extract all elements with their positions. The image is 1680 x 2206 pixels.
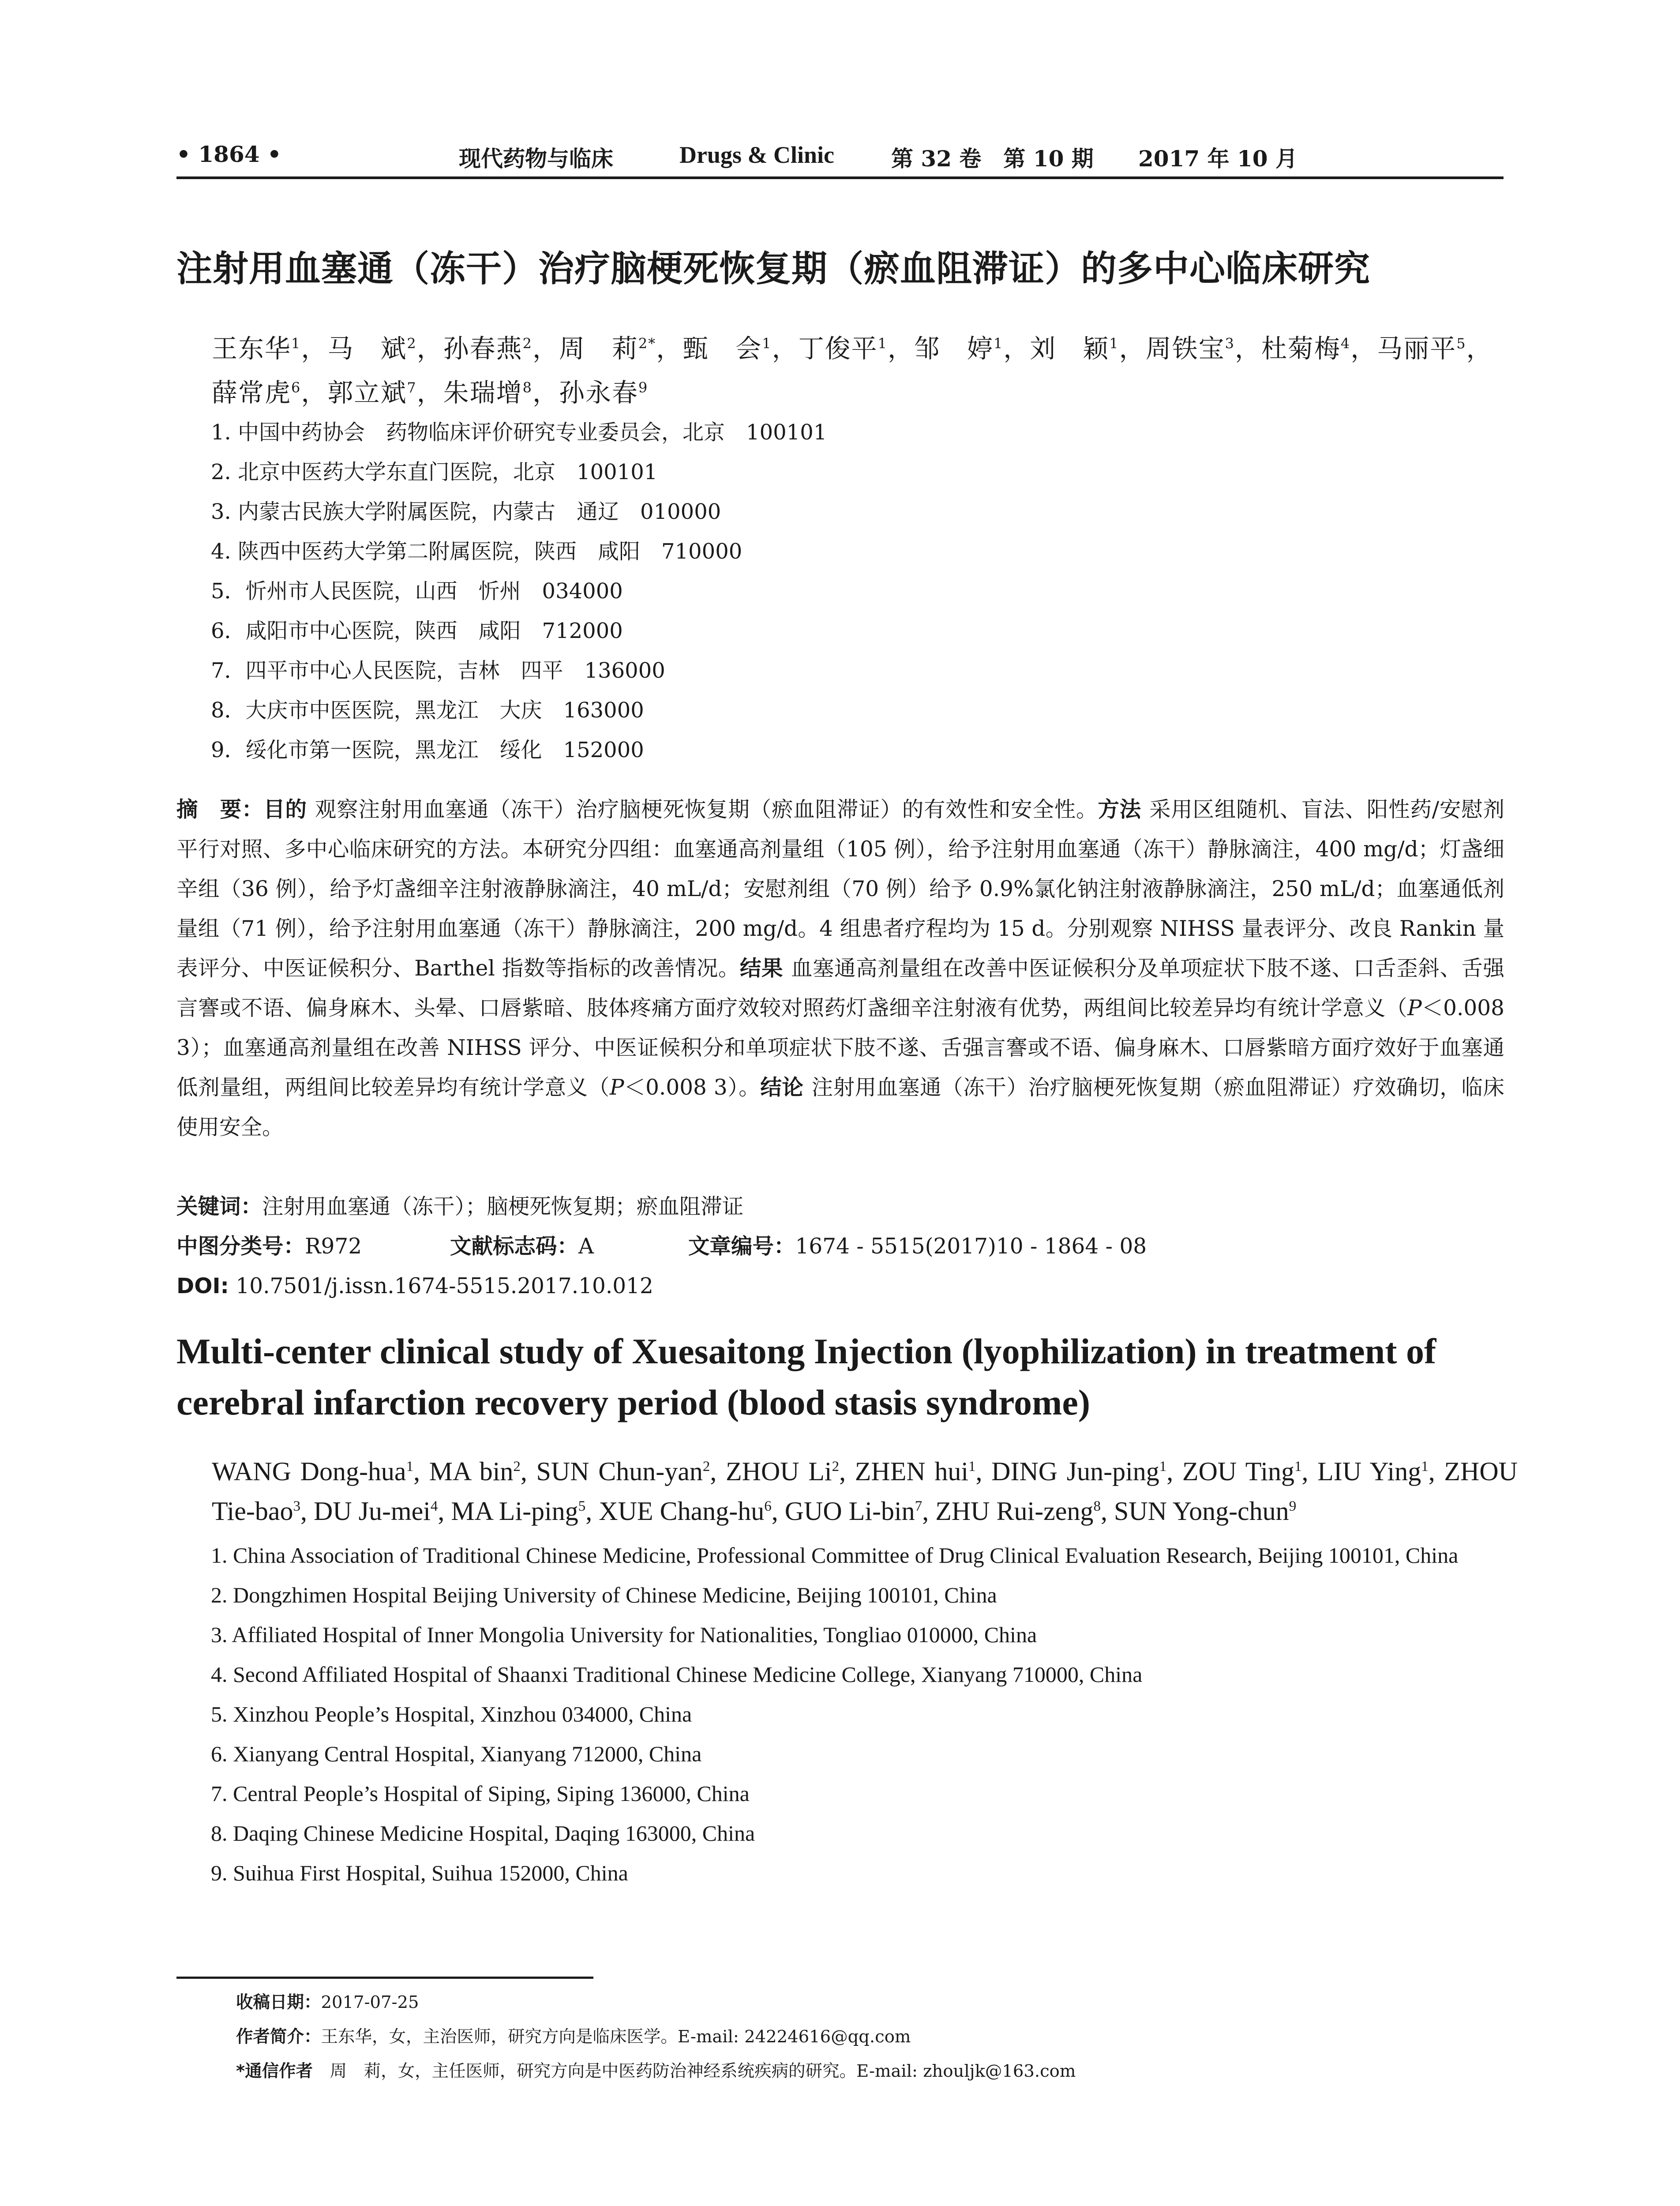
running-header [176,141,1504,176]
author [443,378,532,408]
affiliation-mark: 2 [702,1459,710,1474]
author-name: 刘 颖 [1030,334,1110,364]
affiliations-cn [211,413,1490,770]
author-name: 薛常虎 [212,378,292,408]
affiliation-cn: 7．四平市中心人民医院，吉林 四平 136000 [211,658,665,683]
affiliation-en: 9. Suihua First Hospital, Suihua 152000, China [211,1861,628,1885]
results-text-2: ＜0.008 3）；血塞通高剂量组在改善 NIHSS 评分、中医证候积分和单项症状下肢不遂、舌强言謇或不语、偏身麻木、口唇紫暗方面疗效好于血塞通低剂量组，两组间比较差异均有统计学意义（ [176,996,1504,1100]
p-value-symbol: P [1407,996,1422,1020]
affiliation-en: 7. Central People’s Hospital of Siping, Siping 136000, China [211,1781,750,1806]
keywords-label: 关键词： [176,1194,262,1219]
bio-text: 王东华，女，主治医师，研究方向是临床医学。E-mail: 24224616@qq.com [321,2027,911,2047]
affiliation-mark: 1 [993,335,1004,352]
author [914,334,1003,364]
affiliation-en: 5. Xinzhou People’s Hospital, Xinzhou 034000, China [211,1702,692,1726]
methods-label: 方法 [1098,797,1141,822]
conclusion-label: 结论 [760,1075,804,1100]
affiliation-mark: 1 [1294,1459,1302,1474]
affiliation-cn: 4. 陕西中医药大学第二附属医院，陕西 咸阳 710000 [211,539,742,564]
abstract-cn [176,790,1504,1147]
author [726,1457,839,1486]
affiliation-mark: 8 [522,379,532,396]
results-text-1: 血塞通高剂量组在改善中医证候积分及单项症状下肢不遂、口舌歪斜、舌强言謇或不语、偏身麻木、头晕、口唇紫暗、肢体疼痛方面疗效较对照药灯盏细辛注射液有优势，两组间比较差异均有统计学意义（ [176,956,1504,1020]
author [314,1497,438,1526]
author-name: XUE Chang-hu [599,1497,765,1526]
article-metadata [176,1187,1504,1306]
page-number: • 1864 • [176,141,281,167]
author [559,378,648,408]
footnote-rule [176,1977,593,1979]
author-name: 周 莉 [559,334,638,364]
article-no-label: 文章编号： [688,1234,795,1259]
author-name: LIU Ying [1317,1457,1421,1486]
author [559,334,656,364]
author-name: 王东华 [212,334,292,364]
abstract-label: 摘 要： [176,797,264,822]
affiliation-mark: 5 [578,1498,586,1514]
clc-label: 中图分类号： [176,1234,305,1259]
author [443,334,532,364]
author [1146,334,1235,364]
author-name: 郭立斌 [327,378,407,408]
affiliation-mark: 3 [293,1498,300,1514]
affiliation-mark: 5 [1456,335,1466,352]
author [212,334,301,364]
keywords-text: 注射用血塞通（冻干）；脑梗死恢复期；瘀血阻滞证 [262,1194,744,1219]
objective-text: 观察注射用血塞通（冻干）治疗脑梗死恢复期（瘀血阻滞证）的有效性和安全性。 [315,797,1098,822]
doi-link[interactable]: 10.7501/j.issn.1674-5515.2017.10.012 [236,1274,653,1298]
methods-text: 采用区组随机、盲法、阳性药/安慰剂平行对照、多中心临床研究的方法。本研究分四组：血塞通高剂量组（105 例），给予注射用血塞通（冻干）静脉滴注，400 mg/d；灯盏细辛组（36 例），给予灯盏细辛注射液静脉滴注，40 mL/d；安慰剂组（70 例）给予 0.9%氯化钠注射液静脉滴注，250 mL/d；血塞通低剂量组（71 例），给予注射用血塞通（冻干）静脉滴注，200 mg/d。4 组患者疗程均为 15 d。分别观察 NIHSS 量表评分、改良 Rankin 量表评分、中医证候积分、Barthel 指数等指标的改善情况。 [176,797,1504,981]
author-name: 杜菊梅 [1261,334,1341,364]
classification-line [176,1227,1504,1266]
affiliation-cn: 1. 中国中药协会 药物临床评价研究专业委员会，北京 100101 [211,420,827,445]
received-date: 2017-07-25 [321,1992,419,2012]
author [1317,1457,1429,1486]
p-value-symbol: P [609,1075,624,1100]
doi-label: DOI: [176,1274,229,1298]
received-label: 收稿日期： [236,1992,321,2012]
affiliation-mark: 1 [1109,335,1119,352]
affiliation-en: 3. Affiliated Hospital of Inner Mongolia University for Nationalities, Tongliao 010000, China [211,1622,1037,1647]
affiliation-mark: 1 [762,335,772,352]
affiliation-cn: 9．绥化市第一医院，黑龙江 绥化 152000 [211,738,644,762]
author-name: 甄 会 [682,334,762,364]
header-rule [176,176,1504,179]
volume-issue: 第 32 卷 第 10 期 [891,146,1094,172]
affiliation-mark: 8 [1093,1498,1101,1514]
author-name: SUN Chun-yan [536,1457,703,1486]
corr-text: 周 莉，女，主任医师，研究方向是中医药防治神经系统疾病的研究。E-mail: zhouljk@163.com [313,2061,1076,2081]
author [536,1457,710,1486]
affiliation-en: 1. China Association of Traditional Chinese Medicine, Professional Committee of Drug Clinical Evaluation Research, Beijing 100101, China [211,1543,1459,1568]
author [1030,334,1119,364]
affiliation-en: 4. Second Affiliated Hospital of Shaanxi Traditional Chinese Medicine College, Xianyang 710000, China [211,1662,1143,1687]
author-name: WANG Dong-hua [212,1457,406,1486]
author-name: ZHOU Tie-bao [212,1457,1518,1526]
authors-cn: 王东华$^1$，马 斌$^2$，孙春燕$^2$，周 莉$^{2*}$，甄 会$^1$，丁俊平$^1$，邹 婷$^1$，刘 颖$^1$，周铁宝$^3$，杜菊梅$^4$，马丽平$^5$，薛常虎$^6$，郭立斌$^7$，朱瑞增$^8$，孙永春$^9$ [212,334,1493,408]
author [212,1457,413,1486]
author-name: 马 斌 [327,334,407,364]
author [429,1457,521,1486]
authors-en: WANG Dong-hua$^1$, MA bin$^2$, SUN Chun-yan$^2$, ZHOU Li$^2$, ZHEN hui$^1$, DING Jun-ping$^1$, ZOU Ting$^1$, LIU Ying$^1$, ZHOU Tie-bao$^3$, DU Ju-mei$^4$, MA Li-ping$^5$, XUE Chang-$hu^6$, GUO Li-bin$^7$, ZHU Rui-zeng$^8$, SUN Yong-chun$^9$ [212,1457,1518,1526]
footnotes [236,1985,1502,2089]
conclusion-text: 注射用血塞通（冻干）治疗脑梗死恢复期（瘀血阻滞证）疗效确切，临床使用安全。 [176,1075,1504,1140]
author-name: 丁俊平 [798,334,878,364]
affiliation-mark: 1 [406,1459,414,1474]
author [327,378,416,408]
affiliation-mark: 4 [430,1498,438,1514]
objective-label: 目的 [263,797,307,822]
author [1261,334,1350,364]
author [855,1457,976,1486]
author-name: 邹 婷 [914,334,994,364]
affiliation-mark: 2 [513,1459,521,1474]
author [991,1457,1166,1486]
author-name: GUO Li-bin [784,1497,915,1526]
clc-value: R972 [305,1234,362,1259]
author-name: DU Ju-mei [313,1497,431,1526]
corresponding-author-note [236,2054,1502,2089]
author-name: ZHOU Li [725,1457,832,1486]
author-name: 朱瑞增 [443,378,523,408]
author-name: ZHU Rui-zeng [935,1497,1094,1526]
doi-line [176,1266,1504,1306]
affiliation-en: 8. Daqing Chinese Medicine Hospital, Daqing 163000, China [211,1821,755,1846]
affiliation-en: 2. Dongzhimen Hospital Beijing University of Chinese Medicine, Beijing 100101, China [211,1583,997,1607]
bio-label: 作者简介： [236,2027,321,2047]
author-name: SUN Yong-chun [1114,1497,1289,1526]
title-cn: 注射用血塞通（冻干）治疗脑梗死恢复期（瘀血阻滞证）的多中心临床研究 [176,248,1371,290]
doc-code-label: 文献标志码： [450,1234,579,1259]
affiliation-cn: 6．咸阳市中心医院，陕西 咸阳 712000 [211,619,623,643]
author-name: 周铁宝 [1145,334,1225,364]
affiliation-mark: 4 [1340,335,1351,352]
affiliation-mark: 1 [1159,1459,1167,1474]
article-no-value: 1674 - 5515(2017)10 - 1864 - 08 [795,1234,1147,1259]
issue-date: 2017 年 10 月 [1138,146,1298,172]
author [1377,334,1466,364]
affiliation-mark: 6 [764,1498,772,1514]
affiliation-mark: 9 [1289,1498,1297,1514]
journal-name-cn: 现代药物与临床 [459,146,613,172]
author-name: MA Li-ping [451,1497,578,1526]
author-name: 马丽平 [1377,334,1457,364]
affiliations-en [211,1535,1504,1893]
author [1114,1497,1296,1526]
author-name: ZOU Ting [1182,1457,1294,1486]
author [1182,1457,1302,1486]
author [799,334,888,364]
author-name: DING Jun-ping [991,1457,1159,1486]
author [599,1497,771,1526]
affiliation-cn: 2. 北京中医药大学东直门医院，北京 100101 [211,460,658,484]
affiliation-cn: 5．忻州市人民医院，山西 忻州 034000 [211,579,623,604]
author [451,1497,585,1526]
affiliation-mark: 6 [291,379,301,396]
author-name: ZHEN hui [855,1457,969,1486]
author-name: 孙春燕 [443,334,523,364]
affiliation-mark: 2 [522,335,532,352]
author [212,378,301,408]
affiliation-mark: 1 [878,335,888,352]
affiliation-cn: 3. 内蒙古民族大学附属医院，内蒙古 通辽 010000 [211,499,721,524]
author [785,1497,922,1526]
affiliation-mark: 2 [832,1459,840,1474]
author-name: 孙永春 [559,378,638,408]
affiliation-cn: 8．大庆市中医医院，黑龙江 大庆 163000 [211,698,644,723]
author-bio-note [236,2020,1502,2054]
keywords-line [176,1187,1504,1227]
author [682,334,772,364]
author [935,1497,1101,1526]
results-label: 结果 [739,956,783,981]
title-en: Multi-center clinical study of Xuesaitong Injection (lyophilization) in treatment of cerebral infarction recovery period (blood stasis syndrome) [176,1331,1436,1422]
affiliation-mark: 7 [915,1498,922,1514]
author [327,334,416,364]
affiliation-mark: 1 [1421,1459,1429,1474]
corr-label: *通信作者 [236,2061,313,2081]
affiliation-mark: 2* [638,335,656,352]
results-text-3: ＜0.008 3）。 [624,1075,761,1100]
affiliation-mark: 9 [638,379,649,396]
affiliation-mark: 1 [291,335,301,352]
affiliation-mark: 7 [407,379,417,396]
affiliation-mark: 1 [968,1459,976,1474]
journal-name-en: Drugs & Clinic [679,142,834,168]
author-name: MA bin [429,1457,514,1486]
affiliation-mark: 2 [407,335,417,352]
doc-code-value: A [578,1234,594,1259]
affiliation-mark: 3 [1225,335,1235,352]
received-date-note [236,1985,1502,2020]
affiliation-en: 6. Xianyang Central Hospital, Xianyang 712000, China [211,1741,702,1766]
